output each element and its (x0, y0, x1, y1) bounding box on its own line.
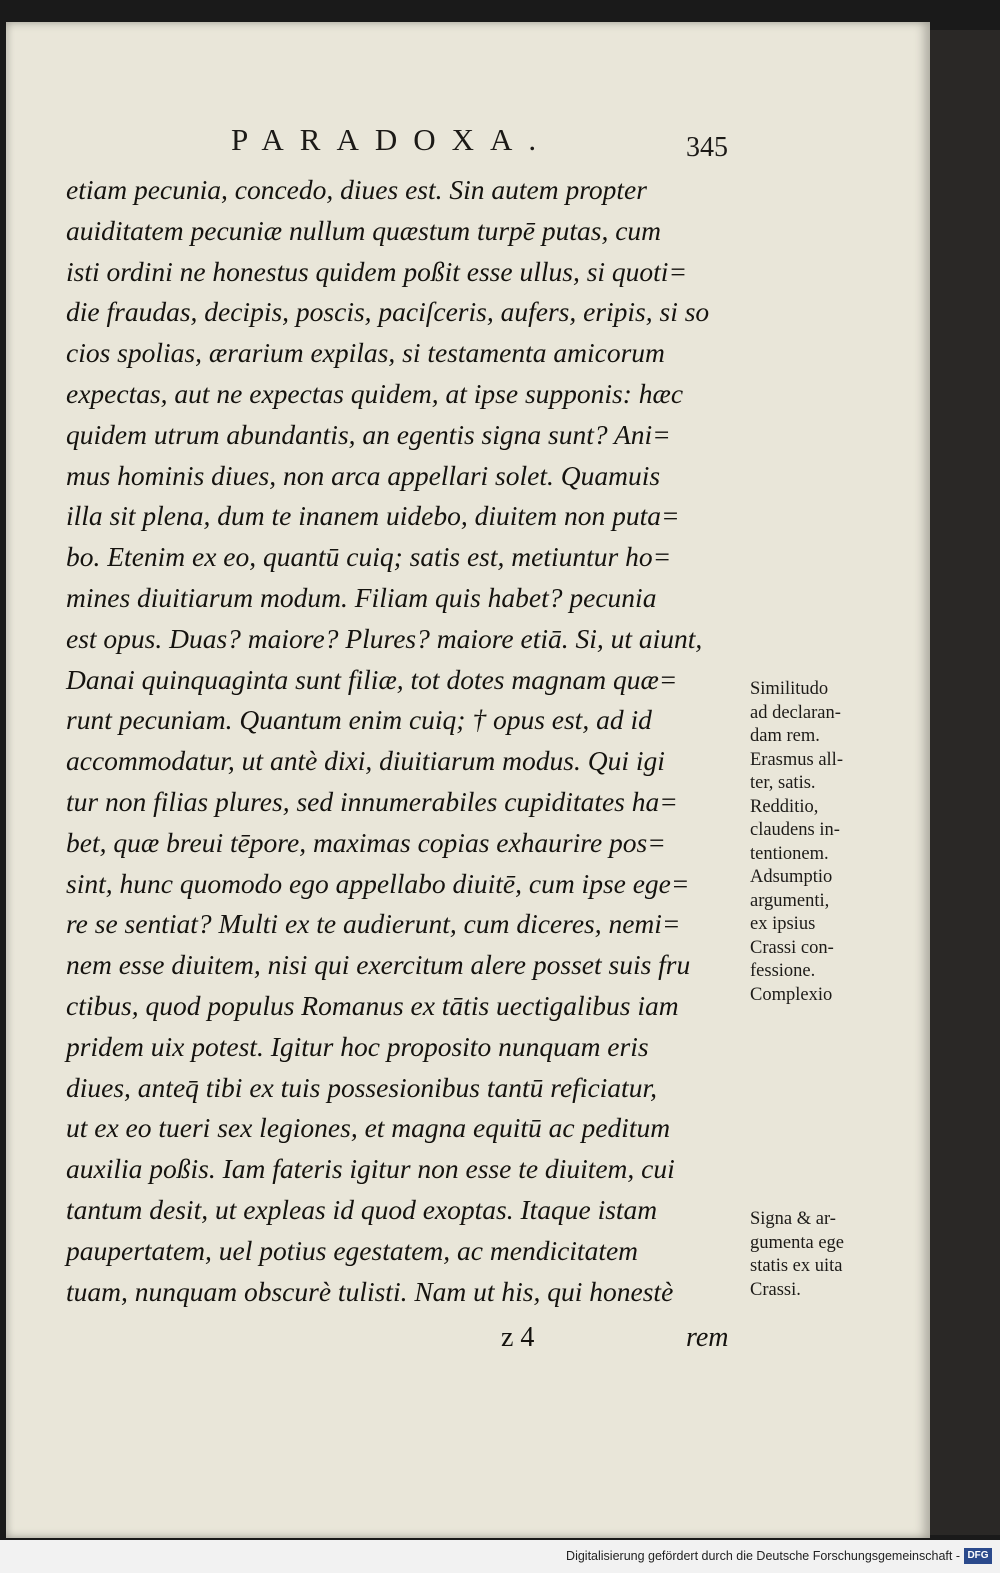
dfg-logo: DFG (964, 1548, 992, 1564)
marginal-note-line: Similitudo (750, 679, 829, 699)
page-number: 345 (686, 132, 728, 163)
text-line: nem esse diuitem, nisi qui exercitum alere posset suis fru (66, 949, 691, 981)
marginal-note-line: claudens in- (750, 820, 840, 840)
marginal-note-line: Adsumptio (750, 867, 833, 887)
body-text (66, 170, 756, 1312)
text-line: isti ordini ne honestus quidem poßit esse ullus, si quoti= (66, 255, 688, 287)
signature-mark: z 4 (501, 1322, 535, 1353)
footer-bar (0, 1540, 1000, 1573)
book-page (6, 22, 930, 1538)
marginal-note-line: argumenti, (750, 890, 830, 911)
marginal-note-line: ad declaran- (750, 702, 841, 723)
text-line: Danai quinquaginta sunt filiæ, tot dotes magnam quæ= (66, 663, 678, 695)
marginal-note-line: Redditio, (750, 796, 819, 817)
text-line: tantum desit, ut expleas id quod exoptas. Itaque istam (66, 1193, 658, 1225)
text-line: ut ex eo tueri sex legiones, et magna equitū ac peditum (66, 1112, 671, 1144)
text-line: sint, hunc quomodo ego appellabo diuitē, cum ipse ege= (66, 867, 690, 899)
marginal-note-line: statis ex uita (750, 1256, 843, 1276)
text-line: illa sit plena, dum te inanem uidebo, diuitem non puta= (66, 500, 680, 532)
marginal-note-line: dam rem. (750, 726, 820, 746)
marginal-note-similitudo (750, 678, 910, 1007)
text-line: auiditatem pecuniæ nullum quæstum turpē putas, cum (66, 214, 662, 246)
marginal-note-line: ter, satis. (750, 773, 816, 793)
text-line: diues, anteq̄ tibi ex tuis possesionibus tantū reficiatur, (66, 1071, 657, 1103)
adjacent-page-edge (930, 30, 1000, 1535)
running-head: PARADOXA. (231, 122, 553, 157)
text-line: est opus. Duas? maiore? Plures? maiore etiā. Si, ut aiunt, (66, 622, 703, 654)
marginal-note-line: tentionem. (750, 843, 829, 864)
marginal-note-line: Crassi con- (750, 937, 834, 958)
text-line: bo. Etenim ex eo, quantū cuiq; satis est, metiuntur ho= (66, 541, 672, 573)
text-line: tur non filias plures, sed innumerabiles cupiditates ha= (66, 785, 678, 817)
text-line: ctibus, quod populus Romanus ex tātis uectigalibus iam (66, 989, 679, 1021)
marginal-note-line: fessione. (750, 961, 816, 981)
footer-credit: Digitalisierung gefördert durch die Deutsche Forschungsgemeinschaft - (566, 1549, 960, 1563)
text-line: runt pecuniam. Quantum enim cuiq; † opus est, ad id (66, 704, 652, 736)
marginal-note-line: Erasmus all- (750, 749, 843, 770)
text-line: mus hominis diues, non arca appellari solet. Quamuis (66, 459, 661, 491)
text-line: quidem utrum abundantis, an egentis signa sunt? Ani= (66, 418, 671, 450)
text-line: pridem uix potest. Igitur hoc proposito nunquam eris (66, 1030, 649, 1062)
marginal-note-signa (750, 1208, 910, 1302)
marginal-note-line: Complexio (750, 984, 833, 1005)
marginal-note-line: ex ipsius (750, 914, 816, 934)
text-line: bet, quæ breui tēpore, maximas copias exhaurire pos= (66, 826, 666, 858)
text-line: cios spolias, ærarium expilas, si testamenta amicorum (66, 337, 665, 369)
marginal-note-line: Signa & ar- (750, 1209, 836, 1229)
text-line: mines diuitiarum modum. Filiam quis habet? pecunia (66, 581, 657, 613)
marginal-note-line: Crassi. (750, 1279, 801, 1300)
text-line: die fraudas, decipis, poscis, paciſceris, aufers, eripis, si so (66, 296, 710, 328)
text-line: auxilia poßis. Iam fateris igitur non esse te diuitem, cui (66, 1153, 675, 1185)
text-line: etiam pecunia, concedo, diues est. Sin autem propter (66, 174, 647, 205)
text-line: expectas, aut ne expectas quidem, at ipse supponis: hæc (66, 377, 684, 409)
text-line: paupertatem, uel potius egestatem, ac mendicitatem (66, 1234, 639, 1266)
catchword: rem (686, 1322, 729, 1353)
text-line: tuam, nunquam obscurè tulisti. Nam ut his, qui honestè (66, 1275, 674, 1307)
marginal-note-line: gumenta ege (750, 1232, 844, 1253)
text-line: accommodatur, ut antè dixi, diuitiarum modus. Qui igi (66, 745, 665, 777)
text-line: re se sentiat? Multi ex te audierunt, cum diceres, nemi= (66, 908, 681, 940)
